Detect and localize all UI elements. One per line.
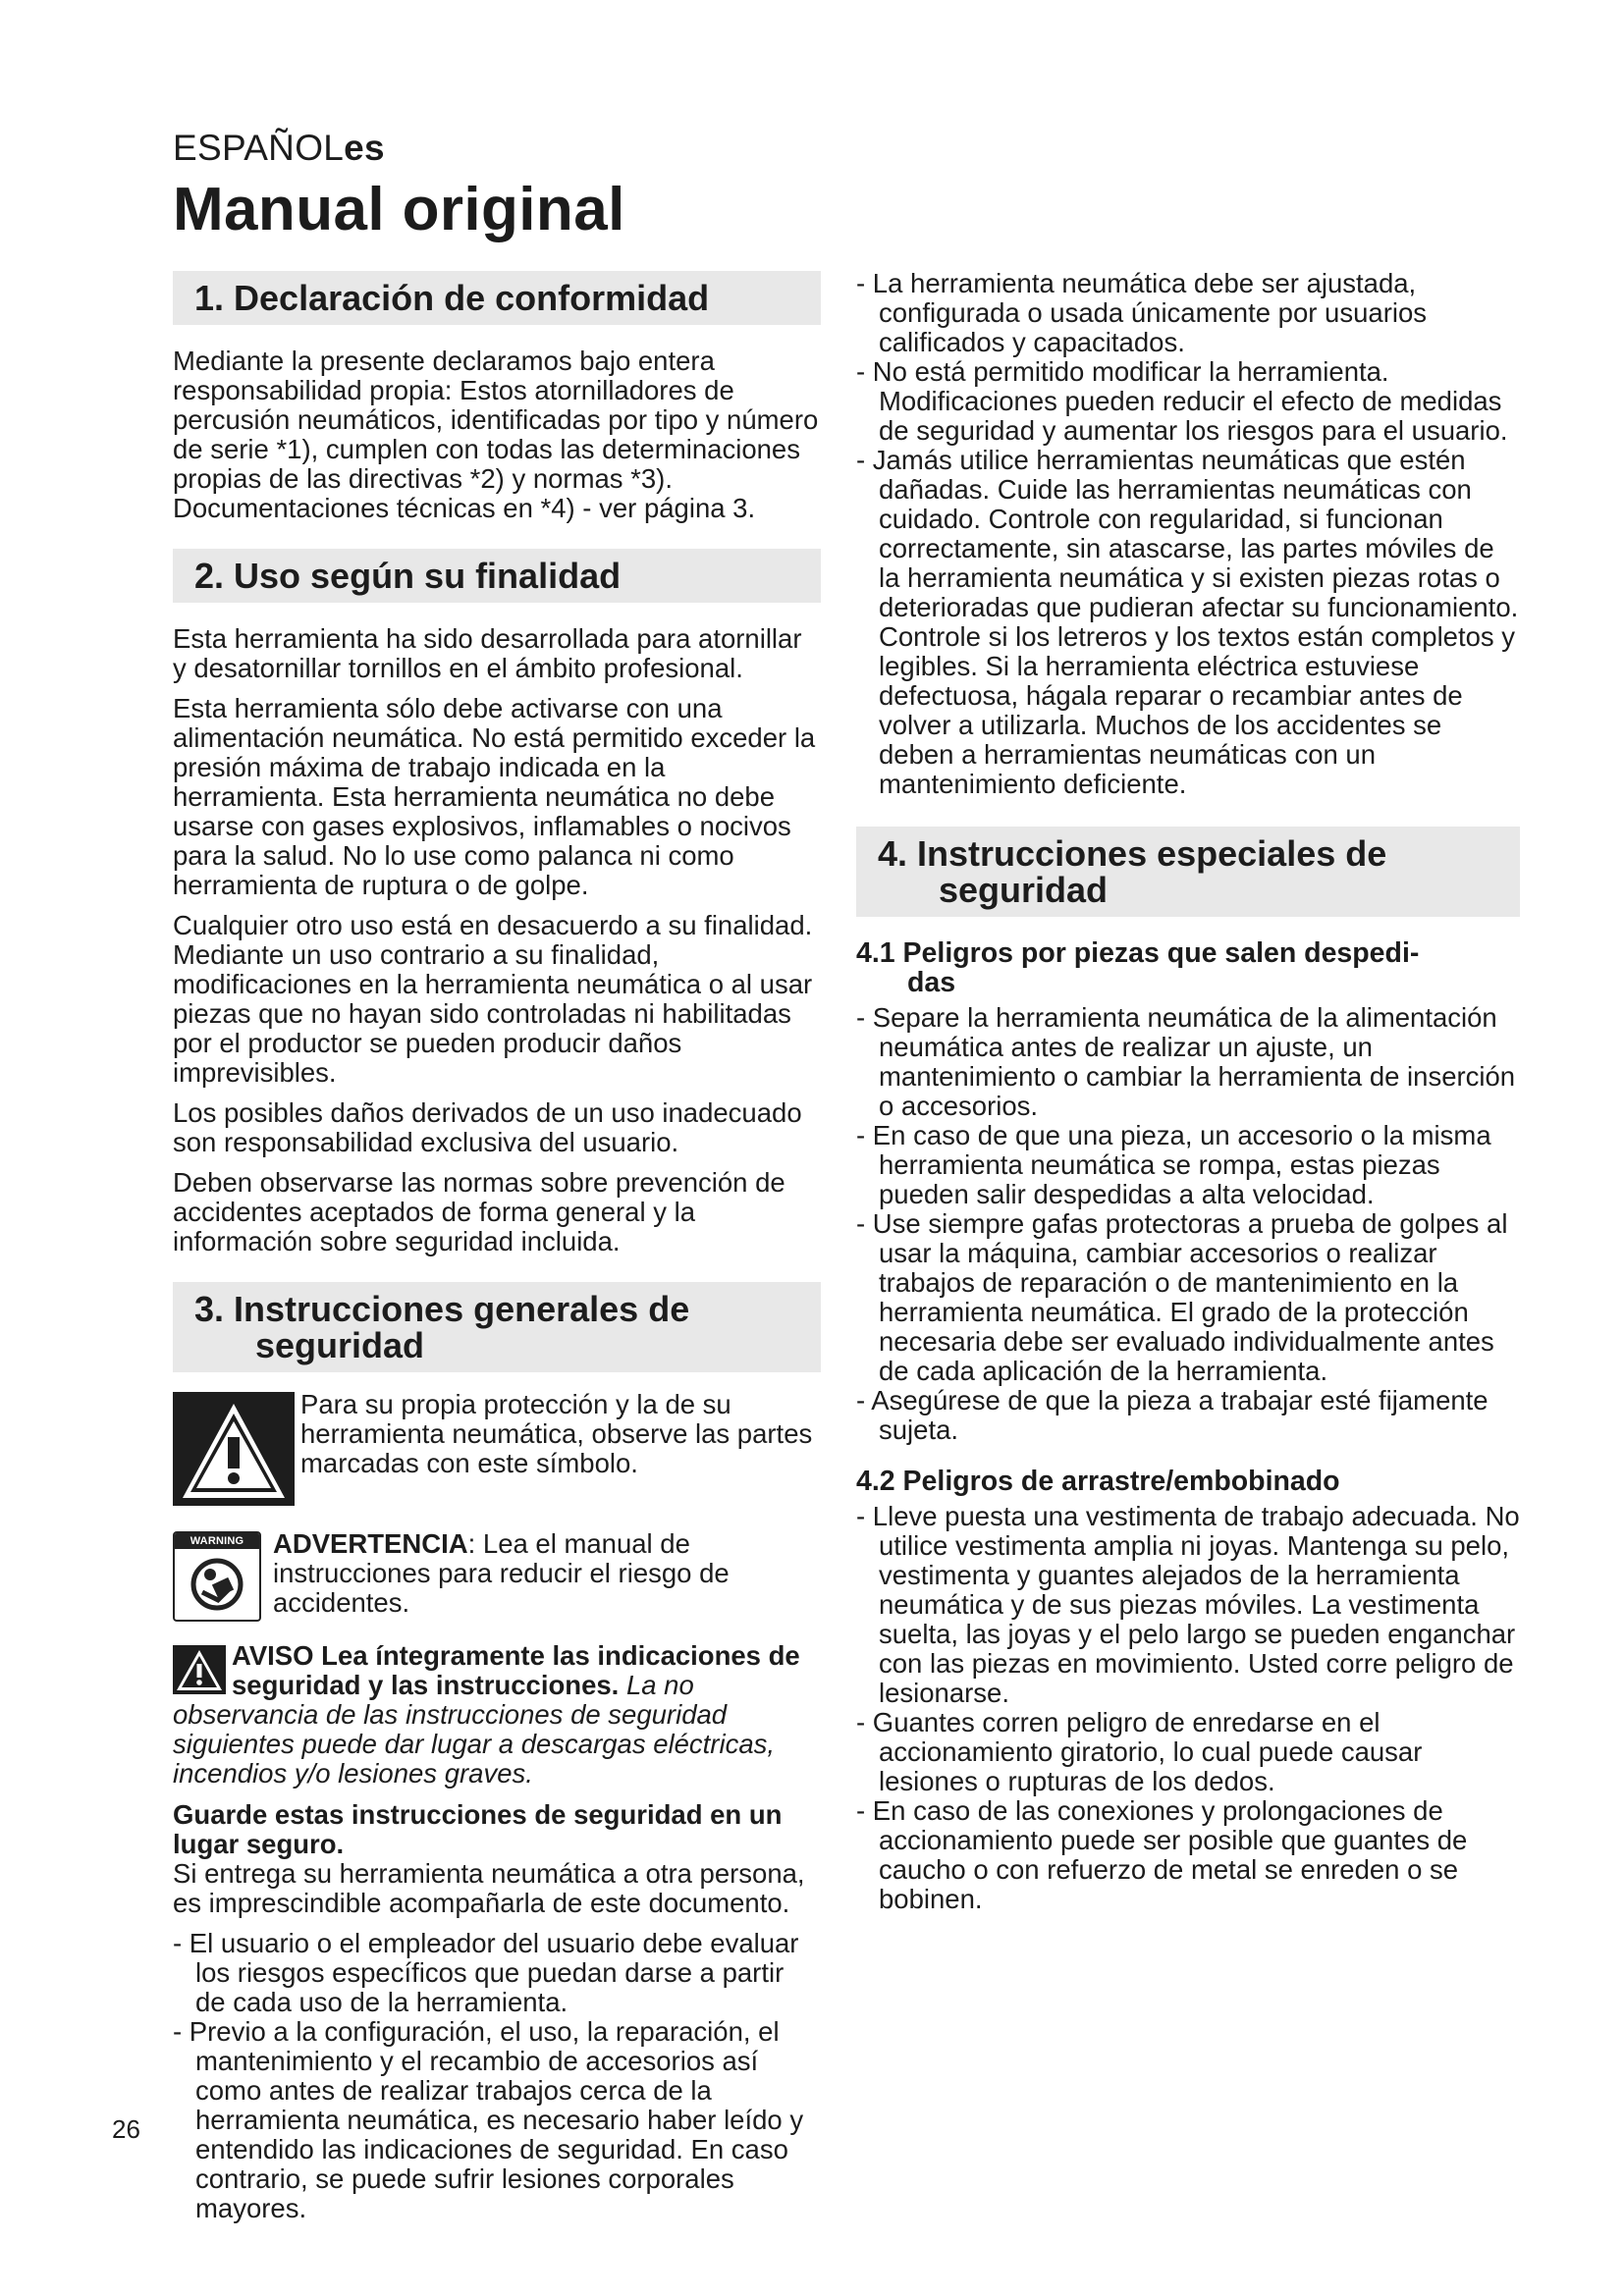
section-1-text: Mediante la presente declaramos bajo entera responsabilidad propia: Estos atornilladores de percusión neumáticos, identificadas por tipo y número de serie *1), cumplen con todas las determinaciones propias de las directivas *2) y normas *3). Documentaciones técnicas en *4) - ver página 3. [173,346,819,523]
list-item: - En caso de las conexiones y prolongaciones de accionamiento puede ser posible que guantes de caucho o con refuerzo de metal se enreden o se bobinen. [856,1795,1468,1914]
section-4-heading: 4. Instrucciones especiales de seguridad [856,827,1520,917]
list-item: - Asegúrese de que la pieza a trabajar esté fijamente sujeta. [856,1385,1489,1445]
page-title: Manual original [173,176,625,243]
safety-symbol-row [173,1389,821,1506]
small-warning-triangle-icon [173,1645,226,1694]
section-2-para-1: Esta herramienta ha sido desarrollada para atornillar y desatornillar tornillos en el ámbito profesional. [173,623,802,683]
advertencia-row [173,1527,821,1622]
language-label: ESPAÑOLes [173,128,385,168]
section-3-heading: 3. Instrucciones generales de seguridad [173,1282,821,1372]
section-1-heading: 1. Declaración de conformidad [173,271,821,325]
section-2-para-5: Deben observarse las normas sobre prevención de accidentes aceptados de forma general y la información sobre seguridad incluida. [173,1167,785,1256]
section-2-heading: 2. Uso según su finalidad [173,549,821,603]
warning-triangle-icon [173,1392,295,1506]
list-item: - Jamás utilice herramientas neumáticas que estén dañadas. Cuide las herramientas neumáticas con cuidado. Controle con regularidad, si funcionan correctamente, sin atascarse, las partes móviles de la herramienta neumática y si existen piezas rotas o deterioradas que pudieran afectar su funcionamiento. Controle si los letreros y los textos están completos y legibles. Si la herramienta eléctrica estuviese defectuosa, hágala reparar o recambiar antes de volver a utilizarla. Muchos de los accidentes se deben a herramientas neumáticas con un mantenimiento deficiente. [856,445,1519,799]
section-2-para-4: Los posibles daños derivados de un uso inadecuado son responsabilidad exclusiva del usuario. [173,1097,802,1157]
section-2-para-3: Cualquier otro uso está en desacuerdo a su finalidad. Mediante un uso contrario a su finalidad, modificaciones en la herramienta neumática o al usar piezas que no hayan sido controladas ni habilitadas por el productor se pueden producir daños imprevisibles. [173,910,813,1088]
list-item: - Use siempre gafas protectoras a prueba de golpes al usar la máquina, cambiar accesorios o realizar trabajos de reparación o de mantenimiento en la herramienta neumática. El grado de la protección necesaria debe ser evaluado individualmente antes de cada aplicación de la herramienta. [856,1208,1508,1386]
list-item: - Guantes corren peligro de enredarse en el accionamiento giratorio, lo cual puede causar lesiones o rupturas de los dedos. [856,1707,1423,1796]
section-2-para-2: Esta herramienta sólo debe activarse con una alimentación neumática. No está permitido exceder la presión máxima de trabajo indicada en la herramienta. Esta herramienta neumática no debe usarse con gases explosivos, inflamables o nocivos para la salud. No lo use como palanca ni como herramienta de ruptura o de golpe. [173,693,816,900]
guarde-heading: Guarde estas instrucciones de seguridad en un lugar seguro. [173,1799,783,1859]
read-manual-icon: WARNING [173,1531,261,1622]
list-item: - El usuario o el empleador del usuario debe evaluar los riesgos específicos que puedan darse a partir de cada uso de la herramienta. [173,1928,799,2017]
list-item: - En caso de que una pieza, un accesorio o la misma herramienta neumática se rompa, estas piezas pueden salir despedidas a alta velocidad. [856,1120,1491,1209]
page-number: 26 [112,2114,140,2144]
list-item: - Lleve puesta una vestimenta de trabajo adecuada. No utilice vestimenta amplia ni joyas. Mantenga su pelo, vestimenta y guantes alejados de la herramienta neumática y de sus piezas móviles. La vestimenta suelta, las joyas y el pelo largo se pueden enganchar con las piezas en movimiento. Usted corre peligro de lesionarse. [856,1501,1520,1708]
left-column [173,271,821,2223]
list-item: - No está permitido modificar la herramienta. Modificaciones pueden reducir el efecto de medidas de seguridad y aumentar los riesgos para el usuario. [856,356,1508,446]
aviso-paragraph: AVISO Lea íntegramente las indicaciones de seguridad y las instrucciones. La no observancia de las instrucciones de seguridad siguientes puede dar lugar a descargas eléctricas, incendios y/o lesiones graves. [173,1640,800,1789]
subsection-4-2-heading: 4.2 Peligros de arrastre/embobinado [856,1466,1340,1497]
list-item: - Previo a la configuración, el uso, la reparación, el mantenimiento y el recambio de accesorios así como antes de realizar trabajos cerca de la herramienta neumática, es necesario haber leído y entendido las indicaciones de seguridad. En caso contrario, se puede sufrir lesiones corporales mayores. [173,2016,804,2223]
right-column [856,269,1520,1914]
list-item: - Separe la herramienta neumática de la alimentación neumática antes de realizar un ajuste, un mantenimiento o cambiar la herramienta de inserción o accesorios. [856,1002,1516,1121]
advertencia-text: ADVERTENCIA: Lea el manual de instrucciones para reducir el riesgo de accidentes. [273,1528,730,1618]
list-item: - La herramienta neumática debe ser ajustada, configurada o usada únicamente por usuarios calificados y capacitados. [856,268,1428,357]
guarde-text: Si entrega su herramienta neumática a otra persona, es imprescindible acompañarla de este documento. [173,1858,805,1918]
safety-symbol-text: Para su propia protección y la de su herramienta neumática, observe las partes marcadas con este símbolo. [300,1389,813,1478]
subsection-4-1-heading: 4.1 Peligros por piezas que salen despedi- das [856,937,1420,998]
